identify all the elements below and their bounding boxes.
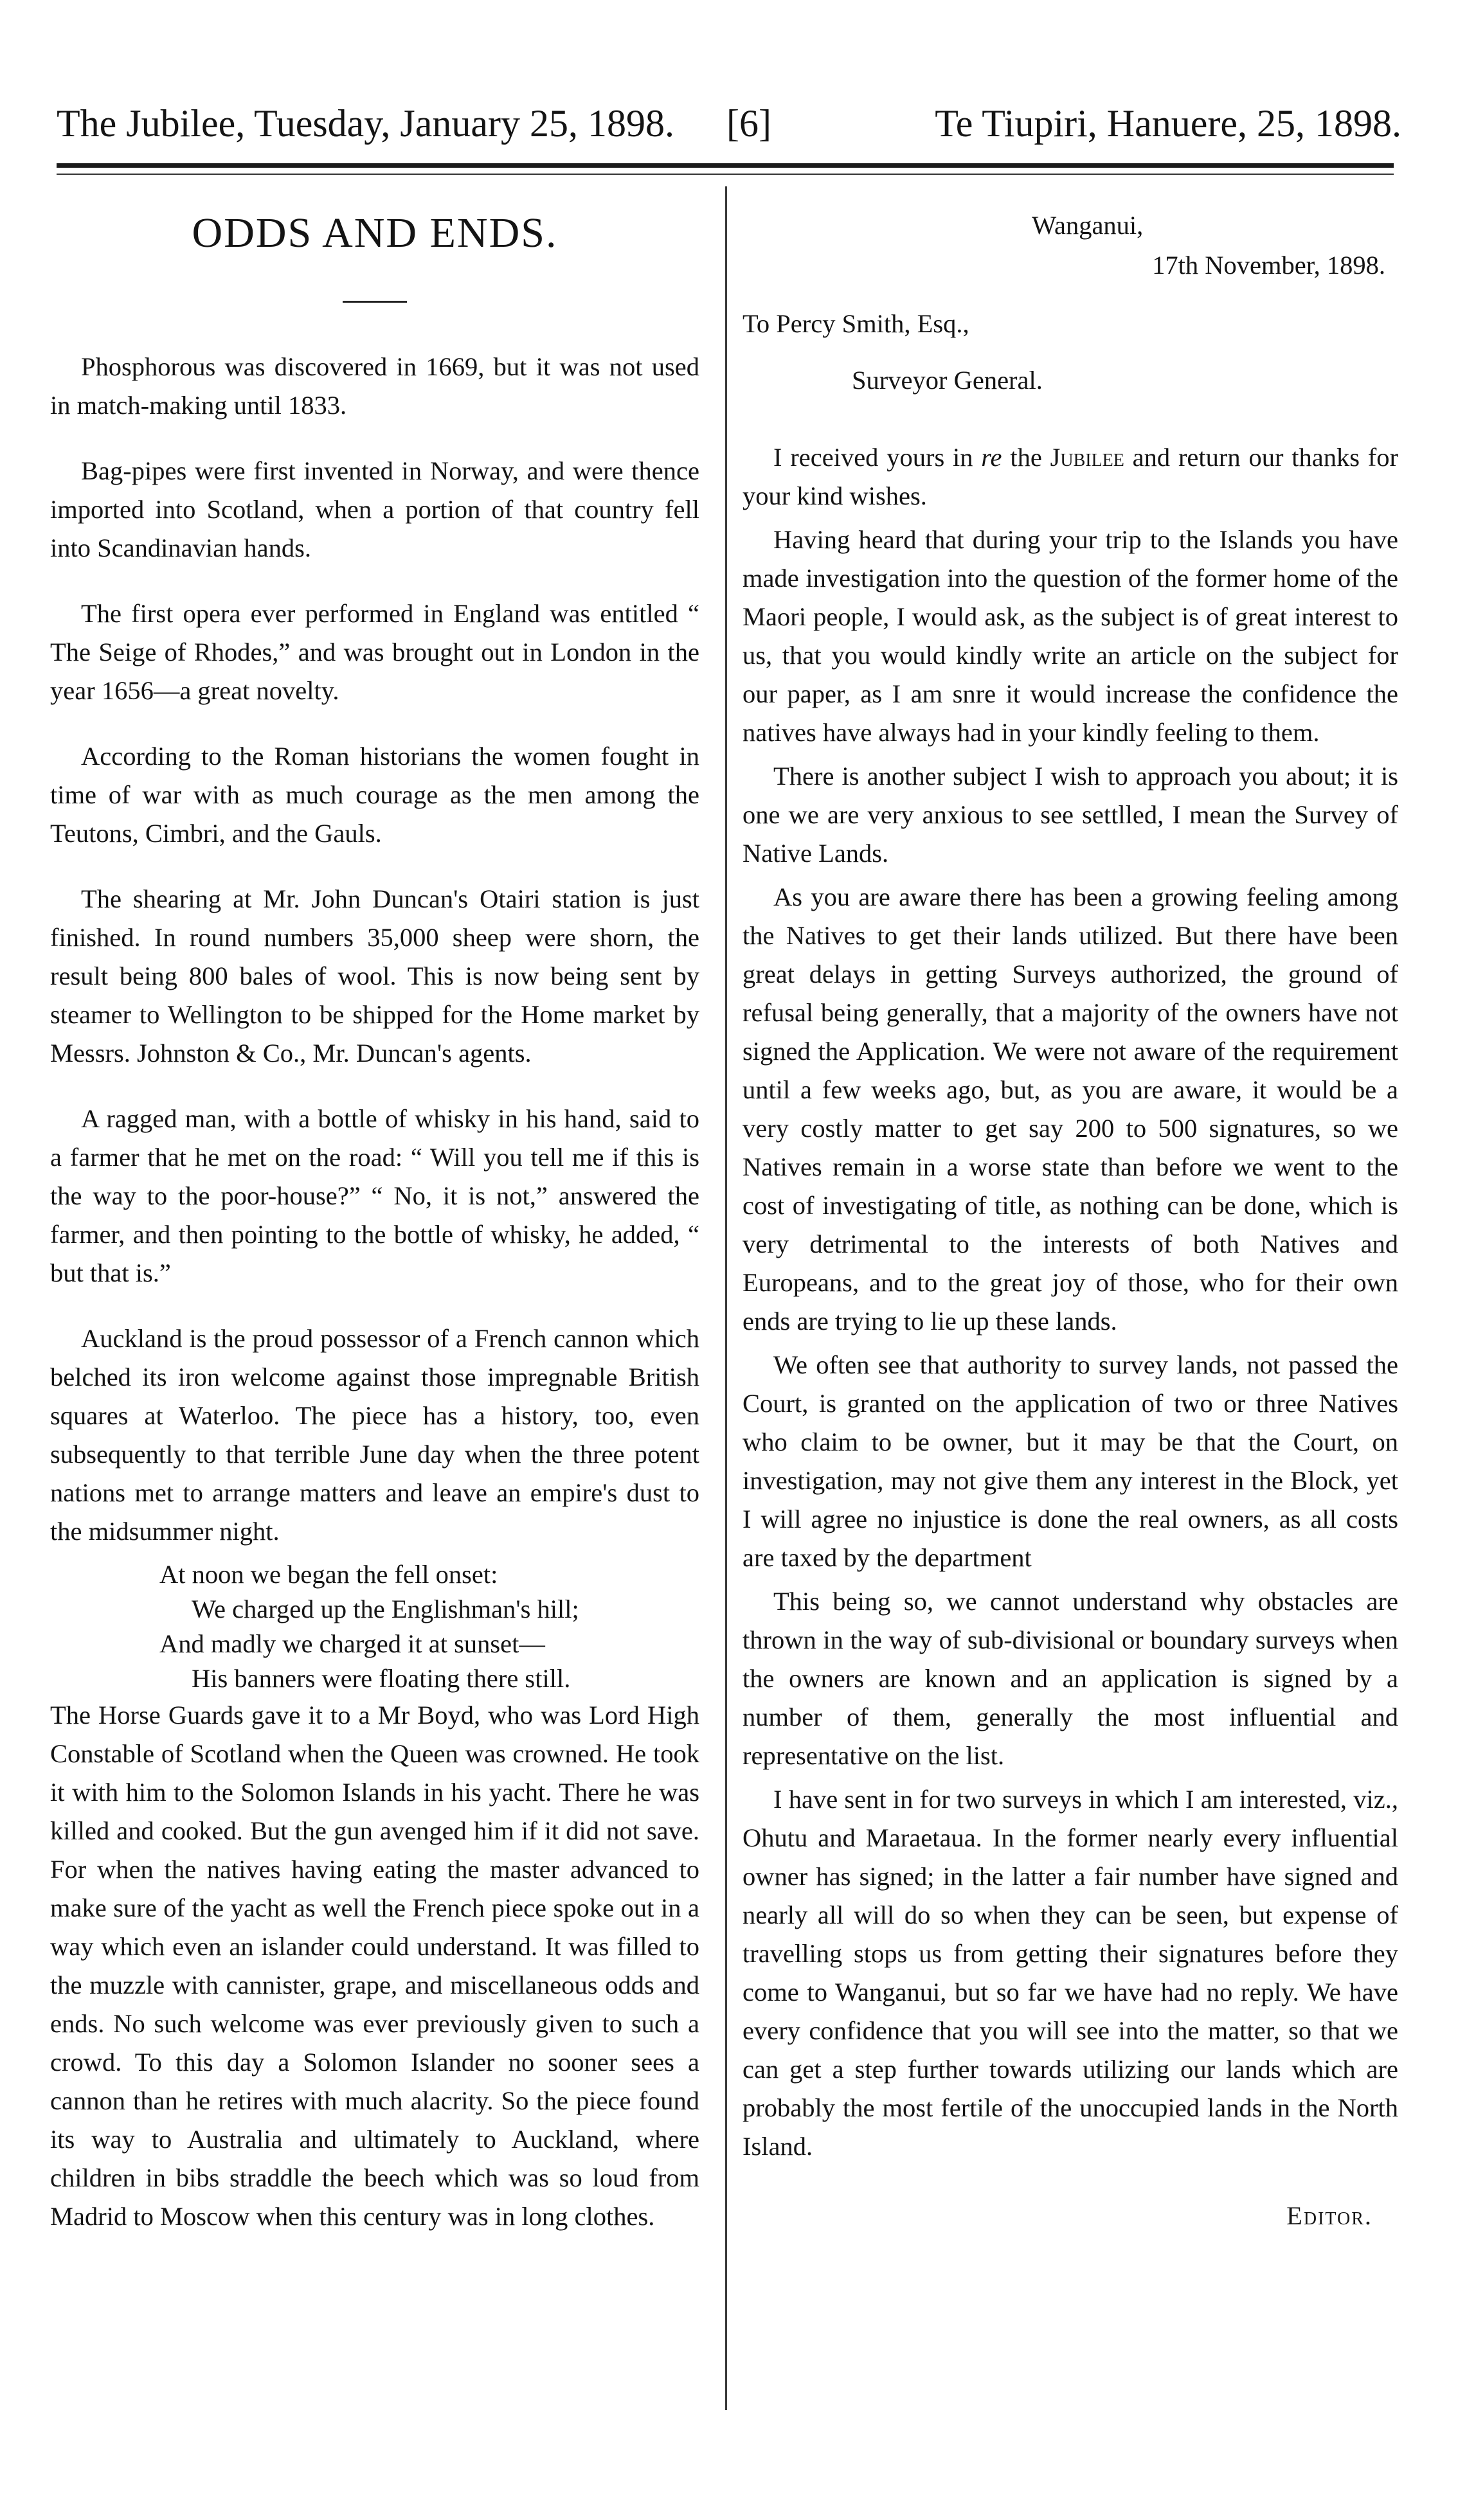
letter-text: I received yours in	[773, 443, 982, 472]
letter-paragraph	[742, 438, 1398, 515]
letter-date: 17th November, 1898.	[1152, 251, 1385, 280]
paragraph-opera: The first opera ever performed in England was entitled “ The Seige of Rhodes,” and was brought out in London in the year 1656—a great novelty.	[50, 599, 699, 705]
letter-text: and return our thanks for your kind wishes.	[742, 443, 1398, 510]
paragraph-horse-guards: The Horse Guards gave it to a Mr Boyd, who was Lord High Constable of Scotland when the Queen was crowned. He took it with him to the Solomon Islands in his yacht. There he was killed and cooked. But the gun avenged him if it did not save. For when the natives having eating the master advanced to make sure of the yacht as well the French piece spoke out in a way which even an islander could understand. It was filled to the muzzle with cannister, grape, and miscellaneous odds and ends. No such welcome was ever previously given to such a crowd. To this day a Solomon Islander no sooner sees a cannon than he retires with much alacrity. So the piece found its way to Australia and ultimately to Auckland, where children in bibs straddle the beech which was so loud from Madrid to Moscow when this century was in long clothes.	[50, 1701, 699, 2231]
letter-text-italic: re	[981, 443, 1002, 472]
verse	[50, 1557, 699, 1696]
letter-signoff: Editor.	[1286, 2201, 1372, 2230]
section-title: ODDS AND ENDS.	[192, 210, 558, 256]
verse-line: And madly we charged it at sunset—	[159, 1629, 545, 1658]
verse-line: His banners were floating there still.	[192, 1664, 571, 1693]
title-rule	[343, 301, 407, 303]
paragraph-bagpipes: Bag-pipes were first invented in Norway, and were thence imported into Scotland, when a portion of that country fell into Scandinavian hands.	[50, 456, 699, 562]
letter-place: Wanganui,	[1032, 211, 1144, 240]
letter-recipient: To Percy Smith, Esq.,	[742, 309, 969, 338]
column-divider	[725, 186, 727, 2410]
paragraph-ragged-man: A ragged man, with a bottle of whisky in his hand, said to a farmer that he met on the road: “ Will you tell me if this is the way to the poor-house?” “ No, it is not,” answered the farmer, and then pointing to the bottle of whisky, he added, “ but that is.”	[50, 1104, 699, 1287]
letter-paragraph: As you are aware there has been a growing feeling among the Natives to get their lands utilized. But there have been great delays in getting Surveys authorized, the ground of refusal being generally, that a majority of the owners have not signed the Application. We were not aware of the requirement until a few weeks ago, but, as you are aware, it would be a very costly matter to get say 200 to 500 signatures, so we Natives remain in a worse state than before we went to the cost of investigating of title, as nothing can be done, which is very detrimental to the interests of both Natives and Europeans, and to the great joy of those, who for their own ends are trying to lie up these lands.	[742, 882, 1398, 1336]
letter-paragraph: Having heard that during your trip to the Islands you have made investigation into the question of the former home of the Maori people, I would ask, as the subject is of great interest to us, that you would kindly write an article on the subject for our paper, as I am snre it would increase the confidence the natives have always had in your kindly feeling to them.	[742, 525, 1398, 747]
header-english-date: The Jubilee, Tuesday, January 25, 1898.	[57, 102, 674, 145]
paragraph-phosphorous: Phosphorous was discovered in 1669, but it was not used in match-making until 1833.	[50, 352, 699, 420]
letter-recipient-title: Surveyor General.	[852, 366, 1043, 395]
page-number: [6]	[726, 102, 771, 145]
letter-text: the	[1002, 443, 1050, 472]
header-maori-date: Te Tiupiri, Hanuere, 25, 1898.	[935, 102, 1401, 145]
letter-paragraph: I have sent in for two surveys in which I am interested, viz., Ohutu and Maraetaua. In the former nearly every influential owner has signed; in the latter a fair number have signed and nearly all will do so when they can be seen, but expense of travelling stops us from getting their signatures before they come to Wanganui, but so far we have had no reply. We have every confidence that you will see into the matter, so that we can get a step further towards utilizing our lands which are probably the most fertile of the unoccupied lands in the North Island.	[742, 1785, 1398, 2161]
paragraph-shearing: The shearing at Mr. John Duncan's Otairi station is just finished. In round numbers 35,000 sheep were shorn, the result being 800 bales of wool. This is now being sent by steamer to Wellington to be shipped for the Home market by Messrs. Johnston & Co., Mr. Duncan's agents.	[50, 884, 699, 1068]
letter-paragraph: There is another subject I wish to approach you about; it is one we are very anxious to see settlled, I mean the Survey of Native Lands.	[742, 762, 1398, 868]
header-rule-thin	[57, 174, 1394, 175]
paragraph-auckland-cannon: Auckland is the proud possessor of a French cannon which belched its iron welcome against those impregnable British squares at Waterloo. The piece has a history, too, even subsequently to that terrible June day when the three potent nations met to arrange matters and leave an empire's dust to the midsummer night.	[50, 1324, 699, 1546]
left-column	[50, 193, 699, 2236]
letter-paragraph: This being so, we cannot understand why obstacles are thrown in the way of sub-divisional or boundary surveys when the owners are known and an application is signed by a number of them, generally the most influential and representative on the list.	[742, 1587, 1398, 1770]
letter-paragraph: We often see that authority to survey lands, not passed the Court, is granted on the application of two or three Natives who claim to be owner, but it may be that the Court, on investigation, may not give them any interest in the Block, yet I will agree no injustice is done the real owners, as all costs are taxed by the department	[742, 1350, 1398, 1572]
paragraph-roman-women: According to the Roman historians the women fought in time of war with as much courage as the men among the Teutons, Cimbri, and the Gauls.	[50, 742, 699, 848]
verse-line: At noon we began the fell onset:	[159, 1560, 498, 1589]
page-header	[57, 98, 1401, 149]
verse-line: We charged up the Englishman's hill;	[192, 1595, 579, 1623]
paper-name: Jubilee	[1050, 443, 1124, 472]
header-rule-thick	[57, 163, 1394, 168]
right-column	[742, 193, 1398, 2235]
